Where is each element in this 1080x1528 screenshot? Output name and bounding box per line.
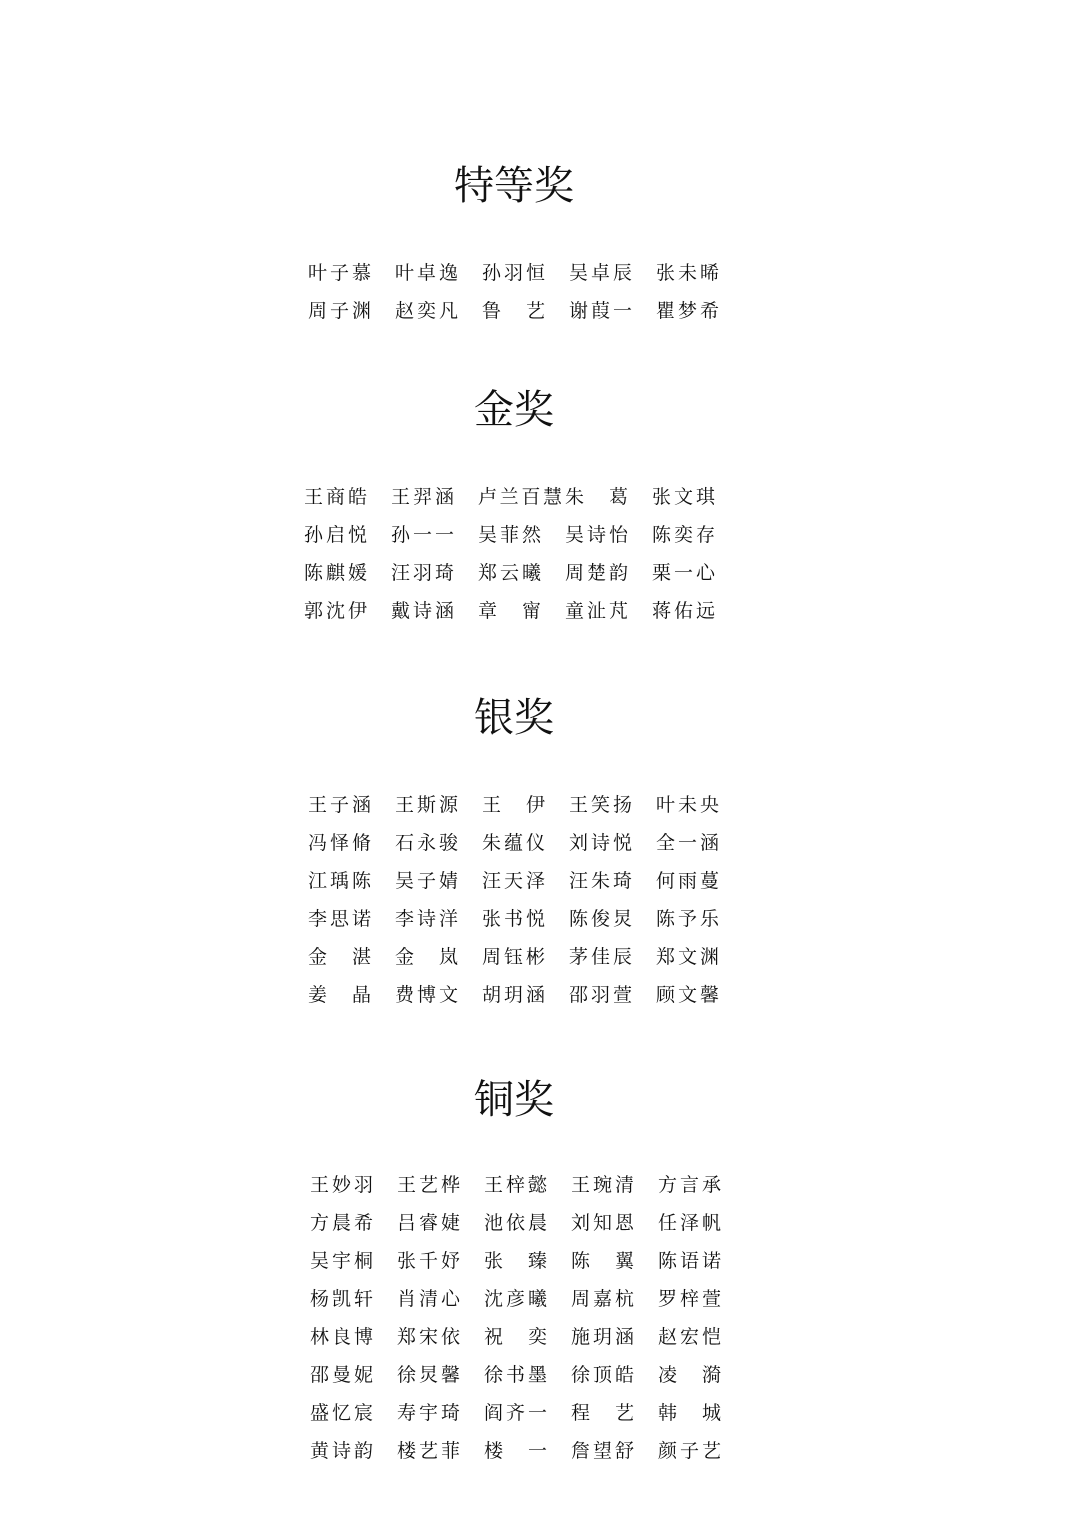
name-entry: 汪 朱 琦 xyxy=(569,870,632,892)
name-entry: 冯 怿 脩 xyxy=(308,832,371,854)
name-entry: 詹 望 舒 xyxy=(571,1440,634,1462)
name-entry: 周 楚 韵 xyxy=(565,562,628,584)
name-entry: 张 文 琪 xyxy=(652,486,715,508)
name-entry: 陈 予 乐 xyxy=(656,908,719,930)
name-entry: 朱 蕴 仪 xyxy=(482,832,545,854)
name-entry: 陈 俊 炅 xyxy=(569,908,632,930)
name-entry: 王 琬 清 xyxy=(571,1174,634,1196)
name-entry: 徐 炅 馨 xyxy=(397,1364,460,1386)
name-entry: 王 羿 涵 xyxy=(391,486,454,508)
name-list-bronze xyxy=(310,1166,745,1470)
name-entry: 卢 兰 百 慧 xyxy=(478,486,562,508)
name-entry: 李 诗 洋 xyxy=(395,908,458,930)
name-entry: 瞿 梦 希 xyxy=(656,300,719,322)
name-entry: 程 艺 xyxy=(571,1402,634,1424)
name-entry: 何 雨 蔓 xyxy=(656,870,719,892)
section-title-silver: 银奖 xyxy=(474,695,554,741)
name-entry: 李 思 诺 xyxy=(308,908,371,930)
name-entry: 祝 奕 xyxy=(484,1326,547,1348)
name-entry: 楼 一 xyxy=(484,1440,547,1462)
name-entry: 全 一 涵 xyxy=(656,832,719,854)
name-entry: 谢 葭 一 xyxy=(569,300,632,322)
name-entry: 张 书 悦 xyxy=(482,908,545,930)
name-entry: 方 言 承 xyxy=(658,1174,721,1196)
name-entry: 韩 城 xyxy=(658,1402,721,1424)
name-entry: 叶 子 慕 xyxy=(308,262,371,284)
name-entry: 刘 诗 悦 xyxy=(569,832,632,854)
name-entry: 施 玥 涵 xyxy=(571,1326,634,1348)
name-entry: 徐 顶 皓 xyxy=(571,1364,634,1386)
name-entry: 章 甯 xyxy=(478,600,541,622)
name-entry: 栗 一 心 xyxy=(652,562,715,584)
name-entry: 吴 子 婧 xyxy=(395,870,458,892)
name-entry: 王 商 皓 xyxy=(304,486,367,508)
name-entry: 周 嘉 杭 xyxy=(571,1288,634,1310)
name-entry: 王 子 涵 xyxy=(308,794,371,816)
name-entry: 孙 启 悦 xyxy=(304,524,367,546)
name-entry: 孙 一 一 xyxy=(391,524,454,546)
name-entry: 孙 羽 恒 xyxy=(482,262,545,284)
name-list-gold xyxy=(304,478,739,630)
name-list-silver xyxy=(308,786,743,1014)
name-entry: 茅 佳 辰 xyxy=(569,946,632,968)
name-entry: 吴 宇 桐 xyxy=(310,1250,373,1272)
name-entry: 汪 天 泽 xyxy=(482,870,545,892)
name-entry: 吴 卓 辰 xyxy=(569,262,632,284)
name-entry: 石 永 骏 xyxy=(395,832,458,854)
name-entry: 朱 葛 xyxy=(565,486,628,508)
name-entry: 王 笑 扬 xyxy=(569,794,632,816)
name-entry: 周 钰 彬 xyxy=(482,946,545,968)
name-entry: 邵 羽 萱 xyxy=(569,984,632,1006)
name-entry: 吕 睿 婕 xyxy=(397,1212,460,1234)
name-entry: 罗 梓 萱 xyxy=(658,1288,721,1310)
name-entry: 鲁 艺 xyxy=(482,300,545,322)
section-title-gold: 金奖 xyxy=(474,387,554,433)
name-entry: 陈 麒 媛 xyxy=(304,562,367,584)
name-entry: 张 未 晞 xyxy=(656,262,719,284)
name-entry: 陈 奕 存 xyxy=(652,524,715,546)
section-title-bronze: 铜奖 xyxy=(474,1077,554,1123)
name-entry: 童 沚 芃 xyxy=(565,600,628,622)
name-entry: 胡 玥 涵 xyxy=(482,984,545,1006)
name-entry: 肖 清 心 xyxy=(397,1288,460,1310)
name-entry: 王 梓 懿 xyxy=(484,1174,547,1196)
name-entry: 蒋 佑 远 xyxy=(652,600,715,622)
name-entry: 楼 艺 菲 xyxy=(397,1440,460,1462)
name-entry: 池 依 晨 xyxy=(484,1212,547,1234)
name-entry: 叶 卓 逸 xyxy=(395,262,458,284)
name-entry: 刘 知 恩 xyxy=(571,1212,634,1234)
name-entry: 陈 语 诺 xyxy=(658,1250,721,1272)
name-entry: 赵 宏 恺 xyxy=(658,1326,721,1348)
name-entry: 周 子 渊 xyxy=(308,300,371,322)
name-list-special xyxy=(308,254,743,330)
name-entry: 杨 凯 轩 xyxy=(310,1288,373,1310)
name-entry: 汪 羽 琦 xyxy=(391,562,454,584)
name-entry: 叶 未 央 xyxy=(656,794,719,816)
name-entry: 金 湛 xyxy=(308,946,371,968)
name-entry: 黄 诗 韵 xyxy=(310,1440,373,1462)
name-entry: 陈 翼 xyxy=(571,1250,634,1272)
name-entry: 张 臻 xyxy=(484,1250,547,1272)
name-entry: 王 斯 源 xyxy=(395,794,458,816)
name-entry: 郑 文 渊 xyxy=(656,946,719,968)
name-entry: 张 千 妤 xyxy=(397,1250,460,1272)
name-entry: 戴 诗 涵 xyxy=(391,600,454,622)
name-entry: 王 妙 羽 xyxy=(310,1174,373,1196)
name-entry: 邵 曼 妮 xyxy=(310,1364,373,1386)
name-entry: 江 瑀 陈 xyxy=(308,870,371,892)
section-title-special: 特等奖 xyxy=(454,163,574,209)
name-entry: 赵 奕 凡 xyxy=(395,300,458,322)
name-entry: 徐 书 墨 xyxy=(484,1364,547,1386)
name-entry: 王 艺 桦 xyxy=(397,1174,460,1196)
name-entry: 顾 文 馨 xyxy=(656,984,719,1006)
name-entry: 阎 齐 一 xyxy=(484,1402,547,1424)
name-entry: 沈 彦 曦 xyxy=(484,1288,547,1310)
name-entry: 郑 宋 依 xyxy=(397,1326,460,1348)
name-entry: 任 泽 帆 xyxy=(658,1212,721,1234)
name-entry: 姜 晶 xyxy=(308,984,371,1006)
name-entry: 颜 子 艺 xyxy=(658,1440,721,1462)
name-entry: 郭 沈 伊 xyxy=(304,600,367,622)
name-entry: 林 良 博 xyxy=(310,1326,373,1348)
name-entry: 方 晨 希 xyxy=(310,1212,373,1234)
name-entry: 吴 菲 然 xyxy=(478,524,541,546)
name-entry: 金 岚 xyxy=(395,946,458,968)
name-entry: 王 伊 xyxy=(482,794,545,816)
name-entry: 盛 忆 宸 xyxy=(310,1402,373,1424)
name-entry: 费 博 文 xyxy=(395,984,458,1006)
name-entry: 郑 云 曦 xyxy=(478,562,541,584)
name-entry: 吴 诗 怡 xyxy=(565,524,628,546)
name-entry: 凌 漪 xyxy=(658,1364,721,1386)
name-entry: 寿 宇 琦 xyxy=(397,1402,460,1424)
